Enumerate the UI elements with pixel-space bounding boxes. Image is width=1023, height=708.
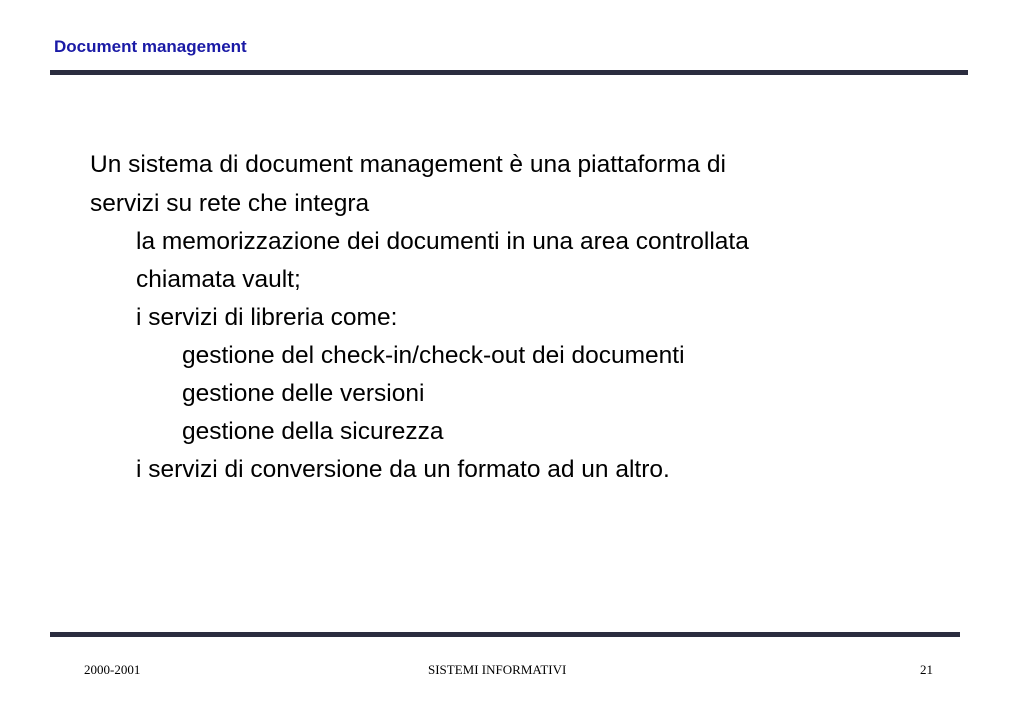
footer-course: SISTEMI INFORMATIVI	[428, 662, 567, 677]
slide-title: Document management	[54, 37, 247, 56]
body-line-8: gestione della sicurezza	[182, 418, 444, 445]
footer-year: 2000-2001	[84, 662, 141, 677]
body-line-9: i servizi di conversione da un formato ad un altro.	[136, 456, 670, 483]
body-line-4: chiamata vault;	[136, 266, 301, 293]
body-line-5: i servizi di libreria come:	[136, 304, 398, 331]
footer-divider	[50, 632, 960, 637]
page-number: 21	[920, 662, 933, 677]
body-line-2: servizi su rete che integra	[90, 190, 370, 217]
body-line-7: gestione delle versioni	[182, 380, 425, 407]
body-line-6: gestione del check-in/check-out dei documenti	[182, 342, 685, 369]
body-line-3: la memorizzazione dei documenti in una area controllata	[136, 228, 749, 255]
body-line-1: Un sistema di document management è una piattaforma di	[90, 151, 726, 178]
